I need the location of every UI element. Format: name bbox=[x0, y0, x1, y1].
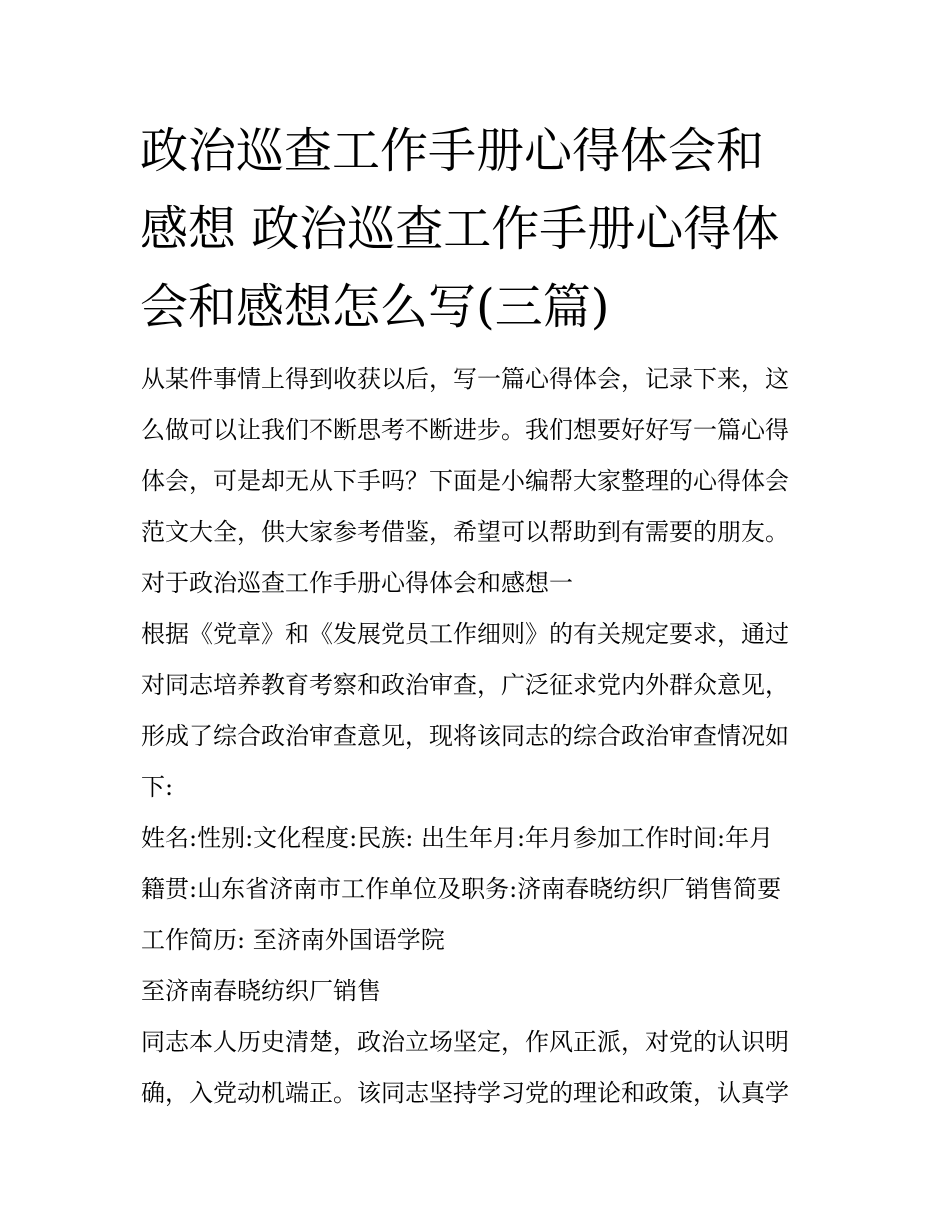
title-line: 会和感想怎么写(三篇) bbox=[140, 279, 610, 335]
info-line: 至济南春晓纺织厂销售 bbox=[141, 977, 381, 1005]
paragraph-line: 确，入党动机端正。该同志坚持学习党的理论和政策，认真学 bbox=[141, 1079, 789, 1107]
paragraph-line: 对同志培养教育考察和政治审查，广泛征求党内外群众意见， bbox=[141, 671, 789, 699]
paragraph-line: 下: bbox=[141, 773, 174, 801]
document-title bbox=[140, 112, 820, 346]
info-line: 工作简历: 至济南外国语学院 bbox=[141, 926, 445, 954]
intro-line: 么做可以让我们不断思考不断进步。我们想要好好写一篇心得 bbox=[141, 416, 789, 444]
intro-line: 从某件事情上得到收获以后，写一篇心得体会，记录下来，这 bbox=[141, 365, 789, 393]
section-heading: 对于政治巡查工作手册心得体会和感想一 bbox=[141, 569, 573, 597]
title-line: 感想 政治巡查工作手册心得体 bbox=[140, 201, 780, 257]
title-line: 政治巡查工作手册心得体会和 bbox=[140, 123, 765, 179]
paragraph-line: 形成了综合政治审查意见，现将该同志的综合政治审查情况如 bbox=[141, 722, 789, 750]
info-line: 籍贯:山东省济南市工作单位及职务:济南春晓纺织厂销售简要 bbox=[141, 875, 782, 903]
info-line: 姓名:性别:文化程度:民族: 出生年月:年月参加工作时间:年月 bbox=[141, 824, 774, 852]
intro-line: 体会，可是却无从下手吗？下面是小编帮大家整理的心得体会 bbox=[141, 467, 789, 495]
intro-line: 范文大全，供大家参考借鉴，希望可以帮助到有需要的朋友。 bbox=[141, 518, 789, 546]
paragraph-line: 同志本人历史清楚，政治立场坚定，作风正派，对党的认识明 bbox=[141, 1028, 789, 1056]
paragraph-line: 根据《党章》和《发展党员工作细则》的有关规定要求，通过 bbox=[141, 620, 789, 648]
document-body bbox=[141, 354, 821, 1119]
